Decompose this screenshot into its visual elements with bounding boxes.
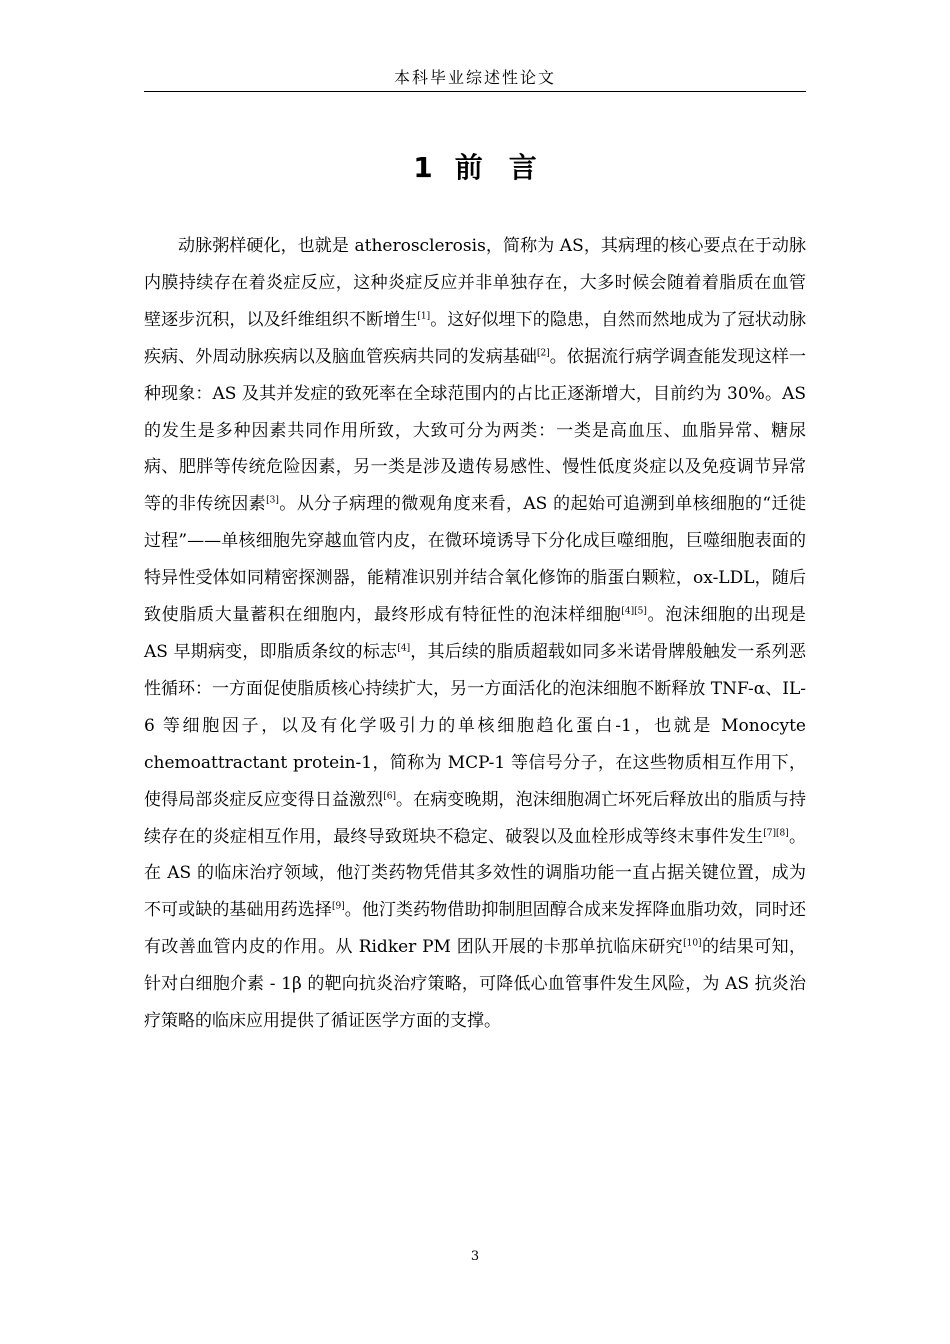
body-paragraph	[144, 228, 806, 1040]
text-segment: 。在 AS 的临床治疗领域，他汀类药物凭借其多效性的调脂功能一直占据关键位置，成为不可或缺的基础用药选择	[144, 826, 806, 921]
citation: [10]	[683, 938, 702, 949]
text-segment: 的结果可知，针对白细胞介素 - 1β 的靶向抗炎治疗策略，可降低心血管事件发生风险，为 AS 抗炎治疗策略的临床应用提供了循证医学方面的支撑。	[144, 937, 807, 1032]
text-segment: 。依据流行病学调查能发现这样一种现象：AS 及其并发症的致死率在全球范围内的占比正逐渐增大，目前约为 30%。AS 的发生是多种因素共同作用所致，大致可分为两类：一类是高血压、血脂异常、糖尿病、肥胖等传统危险因素，另一类是涉及遗传易感性、慢性低度炎症以及免疫调节异常等的非传统因素	[144, 346, 807, 515]
citation: [3]	[266, 495, 279, 506]
running-header: 本科毕业综述性论文	[393, 68, 556, 87]
citation: [7][8]	[763, 827, 789, 838]
text-segment: 。从分子病理的微观角度来看，AS 的起始可追溯到单核细胞的“迁徙过程”——单核细胞先穿越血管内皮，在微环境诱导下分化成巨噬细胞，巨噬细胞表面的特异性受体如同精密探测器，能精准识别并结合氧化修饰的脂蛋白颗粒，ox-LDL，随后致使脂质大量蓄积在细胞内，最终形成有特征性的泡沫样细胞	[144, 494, 806, 626]
citation: [4][5]	[621, 606, 647, 617]
citation: [6]	[383, 790, 396, 801]
text-segment: 动脉粥样硬化，也就是 atherosclerosis，简称为 AS，其病理的核心要点在于动脉内膜持续存在着炎症反应，这种炎症反应并非单独存在，大多时候会随着着脂质在血管壁逐步沉积，以及纤维组织不断增生	[144, 236, 806, 330]
citation: [1]	[417, 311, 431, 322]
citation: [2]	[536, 348, 550, 359]
header-rule	[144, 91, 806, 92]
text-segment: 。泡沫细胞的出现是 AS 早期病变，即脂质条纹的标志	[144, 605, 806, 662]
text-segment: ，其后续的脂质超载如同多米诺骨牌般触发一系列恶性循环：一方面促使脂质核心持续扩大，另一方面活化的泡沫细胞不断释放 TNF-α、IL-6 等细胞因子，以及有化学吸引力的单核细胞趋化蛋白-1，也就是 Monocyte chemoattractant protein-1，简称为 MCP-1 等信号分子，在这些物质相互作用下，使得局部炎症反应变得日益激烈	[144, 641, 807, 810]
citation: [9]	[331, 901, 345, 912]
text-segment: 。这好似埋下的隐患，自然而然地成为了冠状动脉疾病、外周动脉疾病以及脑血管疾病共同的发病基础	[144, 309, 807, 367]
text-segment: 。在病变晚期，泡沫细胞凋亡坏死后释放出的脂质与持续存在的炎症相互作用，最终导致斑块不稳定、破裂以及血栓形成等终末事件发生	[144, 789, 807, 847]
section-heading	[144, 148, 806, 188]
citation: [4]	[397, 643, 411, 654]
page-number: 3	[470, 1249, 480, 1264]
section-number: 1	[413, 151, 433, 184]
text-segment: 。他汀类药物借助抑制胆固醇合成来发挥降血脂功效，同时还有改善血管内皮的作用。从 Ridker PM 团队开展的卡那单抗临床研究	[144, 900, 807, 958]
section-title: 前言	[454, 151, 563, 184]
